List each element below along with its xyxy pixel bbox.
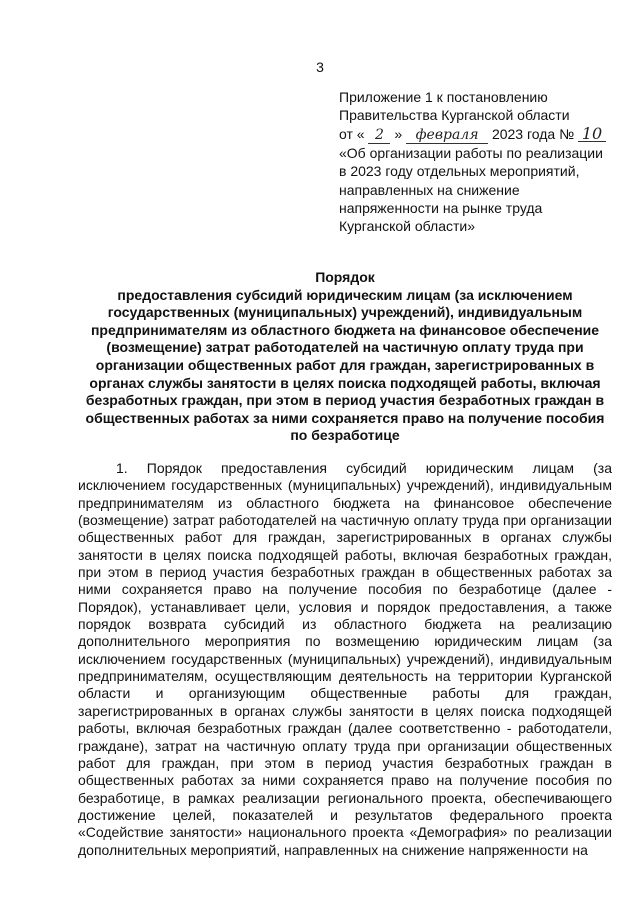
document-title-block (78, 269, 612, 445)
handwritten-month: февраля (406, 128, 488, 144)
appendix-block (339, 88, 629, 236)
appendix-line-1: Приложение 1 к постановлению (339, 89, 548, 105)
page-number: 3 (316, 59, 324, 75)
date-year: 2023 года № (491, 125, 575, 142)
appendix-line-4: «Об организации работы по реализации (339, 144, 603, 161)
appendix-line-7: напряженности на рынке труда (339, 200, 543, 217)
appendix-line-5: в 2023 году отдельных мероприятий, (339, 163, 580, 180)
appendix-line-8: Курганской области» (339, 218, 476, 235)
handwritten-day: 2 (368, 128, 390, 144)
date-prefix: от « (339, 125, 365, 142)
body-paragraph-1: 1. Порядок предоставления субсидий юридическим лицам (за исключением государственных (муниципальных) учреждений), индивидуальным предпринимателям из областного бюджета на финансовое обеспечение (возмещение) затрат работодателей на частичную оплату труда при организации общественных работ для граждан, зарегистрированных в органах службы занятости в целях поиска подходящей работы, включая безработных граждан, при этом в период участия безработных граждан в общественных работах за ними сохраняется право на получение пособия по безработице (далее - Порядок), устанавливает цели, условия и порядок предоставления, а также порядок возврата субсидий из областного бюджета на реализацию дополнительного мероприятия по возмещению юридическим лицам (за исключением государственных (муниципальных) учреждений), индивидуальным предпринимателям, осуществляющим деятельность на территории Курганской области и организующим общественные работы для граждан, зарегистрированных в органах службы занятости в целях поиска подходящей работы, включая безработных граждан (далее соответственно - работодатели, граждане), затрат на частичную оплату труда при организации общественных работ для граждан, при этом в период участия безработных граждан в общественных работах за ними сохраняется право на получение пособия по безработице, в рамках реализации регионального проекта, обеспечивающего достижение целей, показателей и результатов федерального проекта «Содействие занятости» национального проекта «Демография» по реализации дополнительных мероприятий, направленных на снижение напряженности на (78, 460, 612, 858)
appendix-date-line (339, 125, 629, 144)
document-subtitle: предоставления субсидий юридическим лицам (за исключением государственных (муниципальных) учреждений), индивидуальным предпринимателям из областного бюджета на финансовое обеспечение (возмещение) затрат работодателей на частичную оплату труда при организации общественных работ для граждан, зарегистрированных в органах службы занятости в целях поиска подходящей работы, включая безработных граждан, при этом в период участия безработных граждан в общественных работах за ними сохраняется право на получение пособия по безработице (85, 286, 605, 444)
appendix-line-2: Правительства Курганской области (339, 107, 570, 124)
document-heading: Порядок (315, 269, 375, 285)
date-mid: » (394, 125, 403, 142)
handwritten-doc-number: 10 (578, 126, 606, 142)
appendix-line-6: направленных на снижение (339, 181, 520, 198)
